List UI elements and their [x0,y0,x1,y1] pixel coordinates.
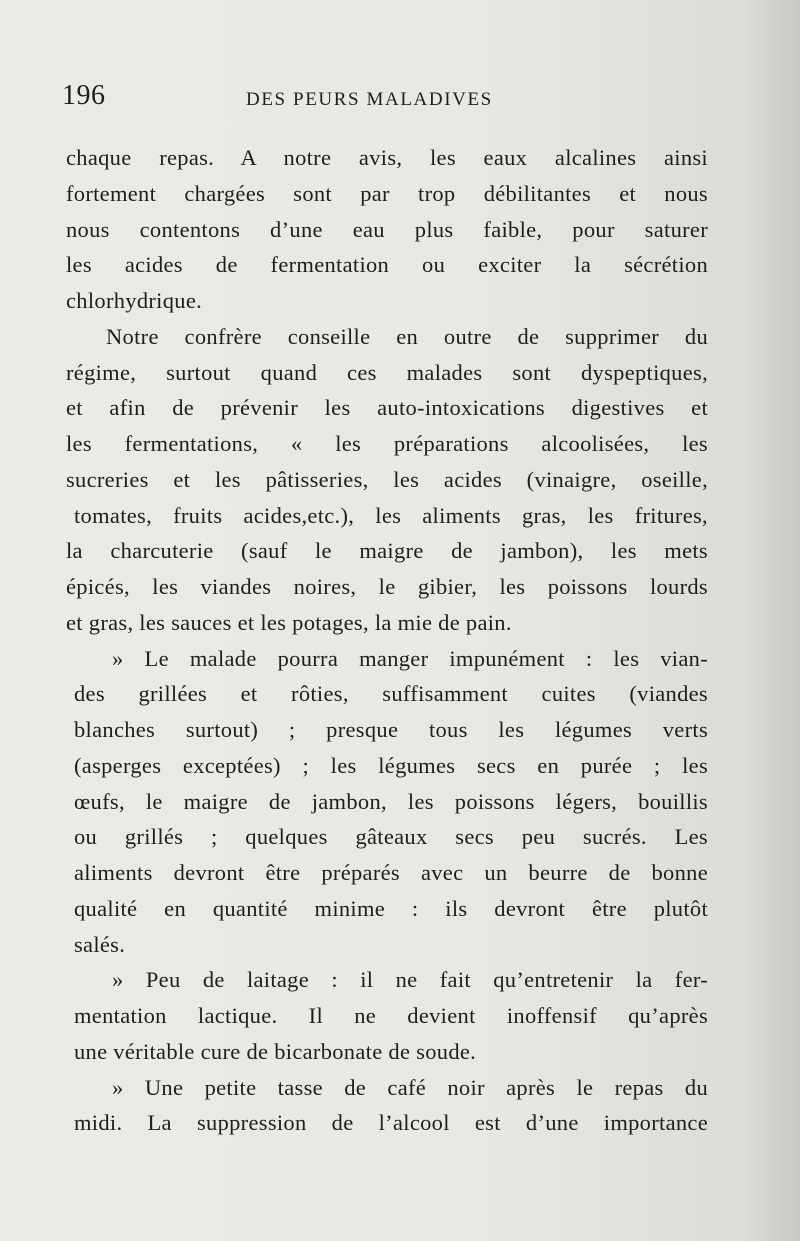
text-line: ou grillés ; quelques gâteaux secs peu sucrés. Les [74,824,708,850]
text-line: salés. [74,931,126,957]
text-line: » Une petite tasse de café noir après le repas du [112,1074,708,1100]
text-line: épicés, les viandes noires, le gibier, les poissons lourds [66,574,708,599]
text-line: les fermentations, « les préparations alcoolisées, les [66,431,708,456]
text-line: chlorhydrique. [66,288,203,313]
running-head: DES PEURS MALADIVES [246,89,493,110]
text-line: qualité en quantité minime : ils devront être plutôt [74,895,708,921]
text-line: et gras, les sauces et les potages, la mie de pain. [66,609,512,635]
text-line: œufs, le maigre de jambon, les poissons légers, bouillis [74,788,708,814]
text-line: (asperges exceptées) ; les légumes secs en purée ; les [74,752,708,778]
text-line: nous contentons d’une eau plus faible, pour saturer [66,216,708,242]
text-line: » Le malade pourra manger impunément : les vian- [112,645,708,671]
text-line: des grillées et rôties, suffisamment cuites (viandes [74,681,708,707]
text-line: aliments devront être préparés avec un beurre de bonne [74,860,708,885]
text-line: et afin de prévenir les auto-intoxications digestives et [66,395,708,421]
text-line: midi. La suppression de l’alcool est d’une importance [74,1110,708,1136]
text-line: fortement chargées sont par trop débilitantes et nous [66,180,708,206]
text-line: mentation lactique. Il ne devient inoffensif qu’après [74,1003,708,1028]
page-number: 196 [62,80,106,111]
text-line: sucreries et les pâtisseries, les acides (vinaigre, oseille, [66,466,708,492]
text-line: Notre confrère conseille en outre de supprimer du [106,323,708,349]
text-line: une véritable cure de bicarbonate de soude. [74,1038,477,1064]
text-line: chaque repas. A notre avis, les eaux alcalines ainsi [66,145,708,170]
body-text [66,140,708,1141]
text-line: blanches surtout) ; presque tous les légumes verts [74,717,708,742]
text-line: tomates, fruits acides,etc.), les aliments gras, les fritures, [74,502,708,528]
text-line: les acides de fermentation ou exciter la sécrétion [66,252,708,278]
text-line: régime, surtout quand ces malades sont dyspeptiques, [66,359,708,385]
text-line: » Peu de laitage : il ne fait qu’entretenir la fer- [112,967,708,993]
text-line: la charcuterie (sauf le maigre de jambon), les mets [66,538,708,564]
page-header [62,80,712,120]
